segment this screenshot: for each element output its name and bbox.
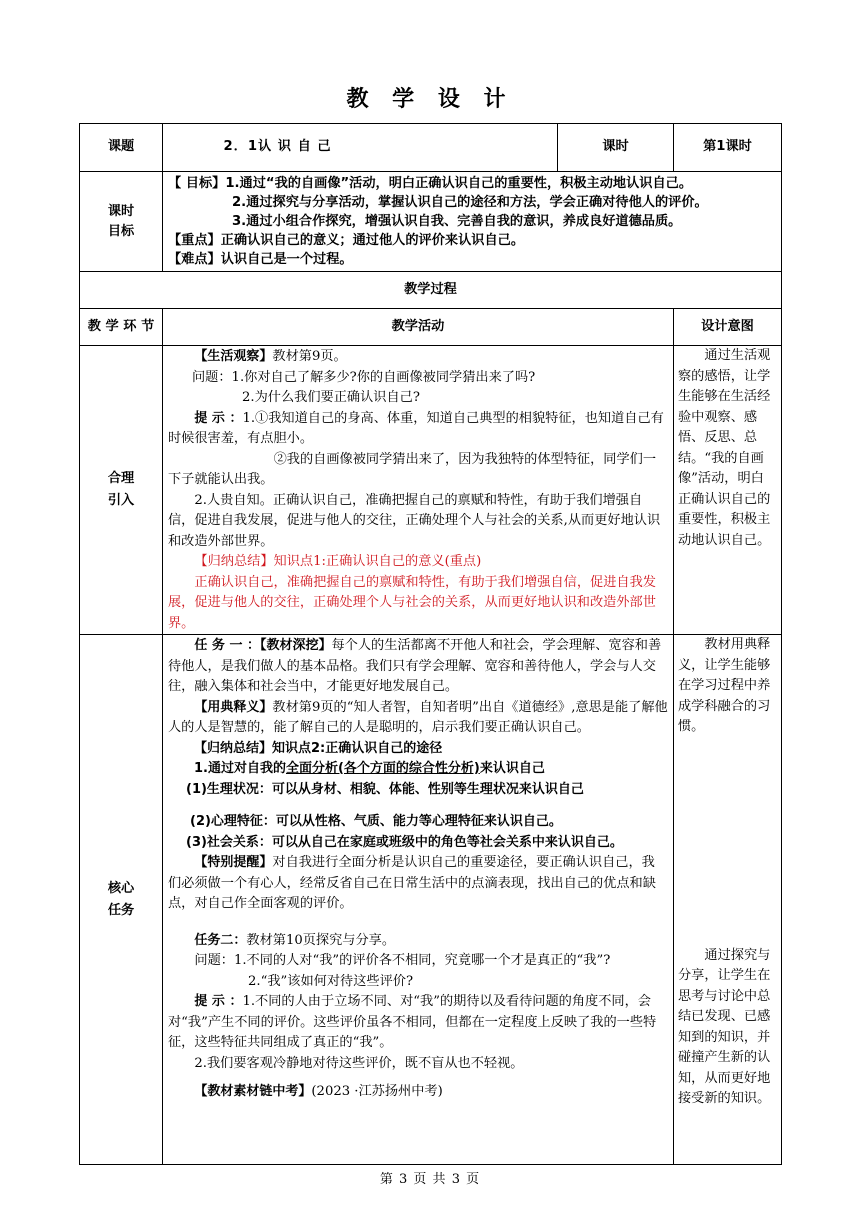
intro-stage: 合理 引入 [80,346,163,635]
core-intent-2: 通过探究与分享，让学生在思考与讨论中总结已发现、已感知到的知识，并碰撞产生新的认知，从而更好地接受新的知识。 [678,947,771,1106]
hint-tag: 提 示 ： [194,410,243,426]
hint-1: 1.①我知道自己的身高、体重，知道自己典型的相貌特征，也知道自己有时候很害羞，有点胆小。 [168,410,664,446]
core-intent [674,635,782,1165]
col-activity: 教学活动 [163,309,674,346]
page-footer: 第 3 页 共 3 页 [379,1172,481,1187]
link-tag: 【教材素材链中考】 [194,1084,312,1099]
topic-value: 2．1认 识 自 己 [163,124,558,172]
core-stage: 核心 任务 [80,635,163,1165]
life-observe-tag: 【生活观察】 [194,349,273,364]
core-row [80,635,782,1165]
tip-tag: 【特别提醒】 [194,855,273,870]
task2-question-1: 问题：1.不同的人对“我”的评价各不相同，究竟哪一个才是真正的“我”? [194,953,611,968]
summary-head: 知识点1:正确认识自己的意义(重点) [273,554,482,569]
goal-1: 1.通过“我的自画像”活动，明白正确认识自己的重要性，积极主动地认识自己。 [225,176,693,191]
task1-tag: 【教材深挖】 [259,638,332,653]
goal-2: 2.通过探究与分享活动，掌握认识自己的途径和方法，学会正确对待他人的评价。 [232,195,708,210]
column-header-row [80,309,782,346]
task2-hint-tag: 提 示 ： [194,994,243,1009]
hint-2: ②我的自画像被同学猜出来了，因为我独特的体型特征，同学们一下子就能认出我。 [168,451,657,487]
core-activity [163,635,674,1165]
way1-underline: 全面分析(各个方面的综合性分析) [285,761,480,776]
key-point: 正确认识自己的意义；通过他人的评价来认识自己。 [220,233,525,248]
objectives-row [80,172,782,272]
cite-text: 教材第9页的“知人者智，自知者明”出自《道德经》,意思是能了解他人的人是智慧的，能了解自己的人是聪明的，启示我们要正确认识自己。 [168,699,668,735]
way1-b: 来认识自己 [479,761,545,776]
cite-tag: 【用典释义】 [194,699,273,715]
objectives-content [163,172,782,272]
lesson-plan-table [79,123,782,1165]
question-2: 2.为什么我们要正确认识自己? [242,390,420,405]
core-intent-1: 教材用典释义，让学生能够在学习过程中养成学科融合的习惯。 [678,637,771,734]
summary-tag: 【归纳总结】 [194,554,274,569]
document-title: 教 学 设 计 [346,87,514,112]
hard-point: 认识自己是一个过程。 [220,252,353,267]
intro-activity [163,346,674,635]
process-title: 教学过程 [80,272,782,309]
way1-social: (3)社会关系：可以从自己在家庭或班级中的角色等社会关系中来认识自己。 [186,834,623,850]
summary2-tag: 【归纳总结】 [194,740,273,756]
intro-intent-text: 通过生活观察的感悟，让学生能够在生活经验中观察、感悟、反思、总结。“我的自画像”活动，明白正确认识自己的重要性，积极主动地认识自己。 [678,348,771,548]
topic-label: 课题 [80,124,163,172]
way1-a: 1.通过对自我的 [194,761,286,776]
col-stage: 教 学 环 节 [80,309,163,346]
task1-head: 任 务 一 ： [194,638,260,653]
hint-3: 2.人贵自知。正确认识自己，准确把握自己的禀赋和特性，有助于我们增强自信，促进自我发展，促进与他人的交往，正确处理个人与社会的关系,从而更好地认识和改造外部世界。 [168,492,661,549]
key-tag: 【重点】 [168,233,221,248]
col-intent: 设计意图 [674,309,782,346]
task2-text: 教材第10页探究与分享。 [246,932,396,948]
task2-hint-1: 1.不同的人由于立场不同、对“我”的期待以及看待问题的角度不同，会对“我”产生不同的评价。这些评价虽各不相同，但都在一定程度上反映了我的一些特征，这些特征共同组成了真正的“我”。 [168,994,657,1050]
hard-tag: 【难点】 [168,252,221,267]
period-value: 第1课时 [674,124,782,172]
way1-physical: (1)生理状况：可以从身材、相貌、体能、性别等生理状况来认识自己 [186,781,584,797]
task1-text: 每个人的生活都离不开他人和社会，学会理解、宽容和善待他人，是我们做人的基本品格。我们只有学会理解、宽容和善待他人，学会与人交往，融入集体和社会当中，才能更好地发展自己。 [168,638,662,694]
header-row [80,124,782,172]
task2-question-2: 2.“我”该如何对待这些评价? [248,973,414,989]
goal-3: 3.通过小组合作探究，增强认识自我、完善自我的意识，养成良好道德品质。 [232,214,682,229]
intro-intent [674,346,782,635]
process-title-row [80,272,782,309]
summary2-head: 知识点2:正确认识自己的途径 [272,740,443,756]
link-text: (2023 ·江苏扬州中考) [311,1084,443,1099]
way1-mental: (2)心理特征：可以从性格、气质、能力等心理特征来认识自己。 [190,814,562,829]
question-1: 问题：1.你对自己了解多少?你的自画像被同学猜出来了吗? [192,369,536,385]
task2-head: 任务二： [194,932,247,948]
summary-body: 正确认识自己，准确把握自己的禀赋和特性，有助于我们增强自信，促进自我发展，促进与他人的交往，正确处理个人与社会的关系，从而更好地认识和改造外部世界。 [168,574,656,631]
life-observe-text: 教材第9页。 [272,349,347,364]
tip-text: 对自我进行全面分析是认识自己的重要途径，要正确认识自己，我们必须做一个有心人，经常反省自己在日常生活中的点滴表现，找出自己的优点和缺点，对自己作全面客观的评价。 [168,855,656,911]
task2-hint-2: 2.我们要客观冷静地对待这些评价，既不盲从也不轻视。 [194,1055,524,1071]
objectives-label: 课时 目标 [80,172,163,272]
intro-row [80,346,782,635]
period-label: 课时 [558,124,674,172]
goal-tag: 【 目标】 [168,176,226,191]
